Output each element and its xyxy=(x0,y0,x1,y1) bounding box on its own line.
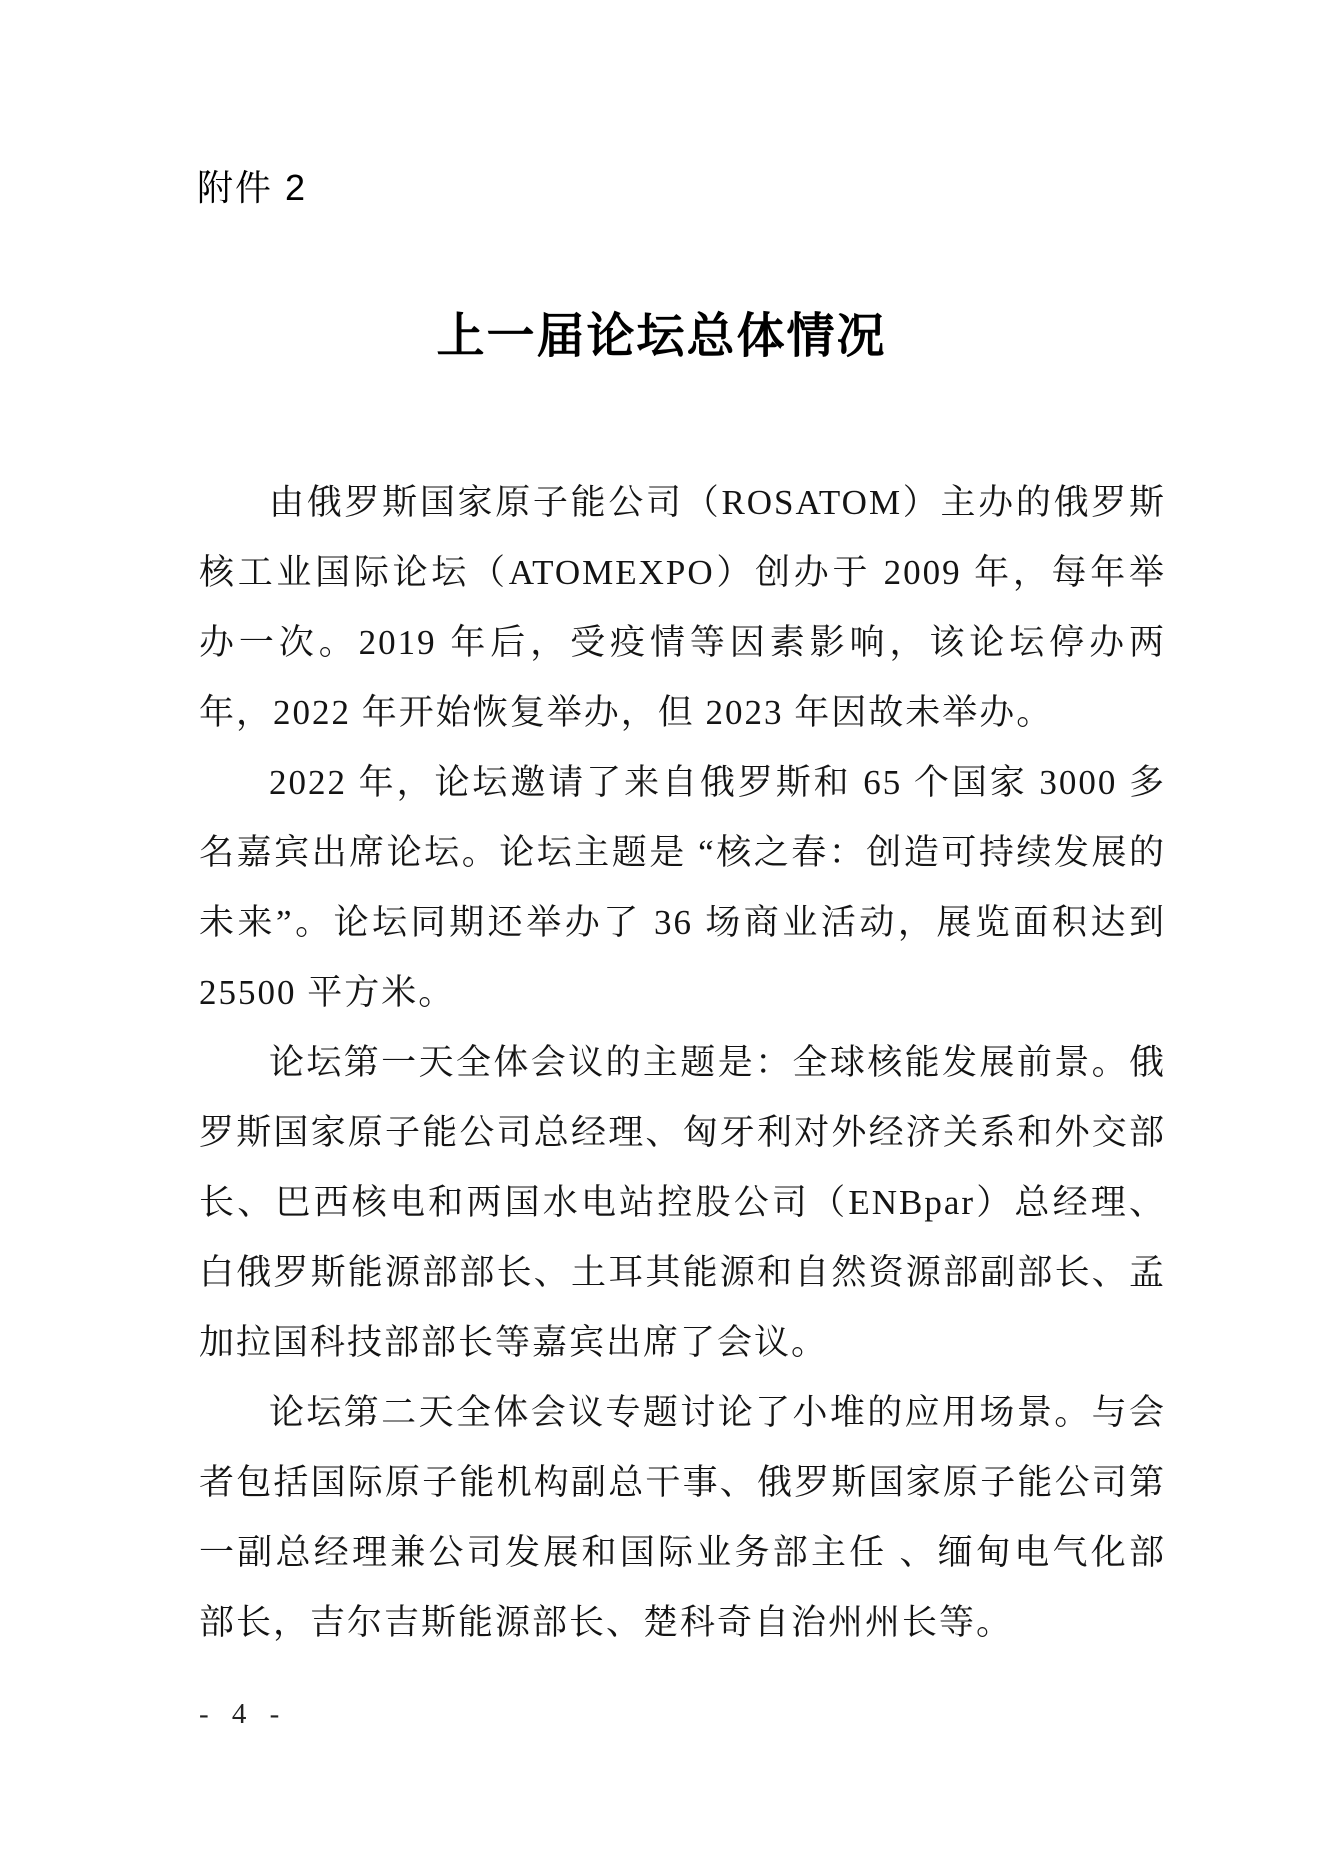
paragraph-3: 论坛第一天全体会议的主题是：全球核能发展前景。俄罗斯国家原子能公司总经理、匈牙利对外经济关系和外交部长、巴西核电和两国水电站控股公司（ENBpar）总经理、白俄罗斯能源部部长、土耳其能源和自然资源部副部长、孟加拉国科技部部长等嘉宾出席了会议。 xyxy=(199,1043,1166,1362)
document-body xyxy=(199,468,1166,1658)
attachment-label: 附件 2 xyxy=(197,167,308,208)
document-title: 上一届论坛总体情况 xyxy=(436,310,887,363)
paragraph-4: 论坛第二天全体会议专题讨论了小堆的应用场景。与会者包括国际原子能机构副总干事、俄罗斯国家原子能公司第一副总经理兼公司发展和国际业务部主任 、缅甸电气化部部长，吉尔吉斯能源部长、楚科奇自治州州长等。 xyxy=(199,1393,1166,1642)
paragraph-2: 2022 年，论坛邀请了来自俄罗斯和 65 个国家 3000 多名嘉宾出席论坛。论坛主题是 “核之春：创造可持续发展的未来”。论坛同期还举办了 36 场商业活动，展览面积达到 25500 平方米。 xyxy=(199,763,1166,1012)
paragraph-1: 由俄罗斯国家原子能公司（ROSATOM）主办的俄罗斯核工业国际论坛（ATOMEXPO）创办于 2009 年，每年举办一次。2019 年后，受疫情等因素影响，该论坛停办两年，2022 年开始恢复举办，但 2023 年因故未举办。 xyxy=(199,483,1166,732)
page-number: - 4 - xyxy=(199,1698,288,1730)
